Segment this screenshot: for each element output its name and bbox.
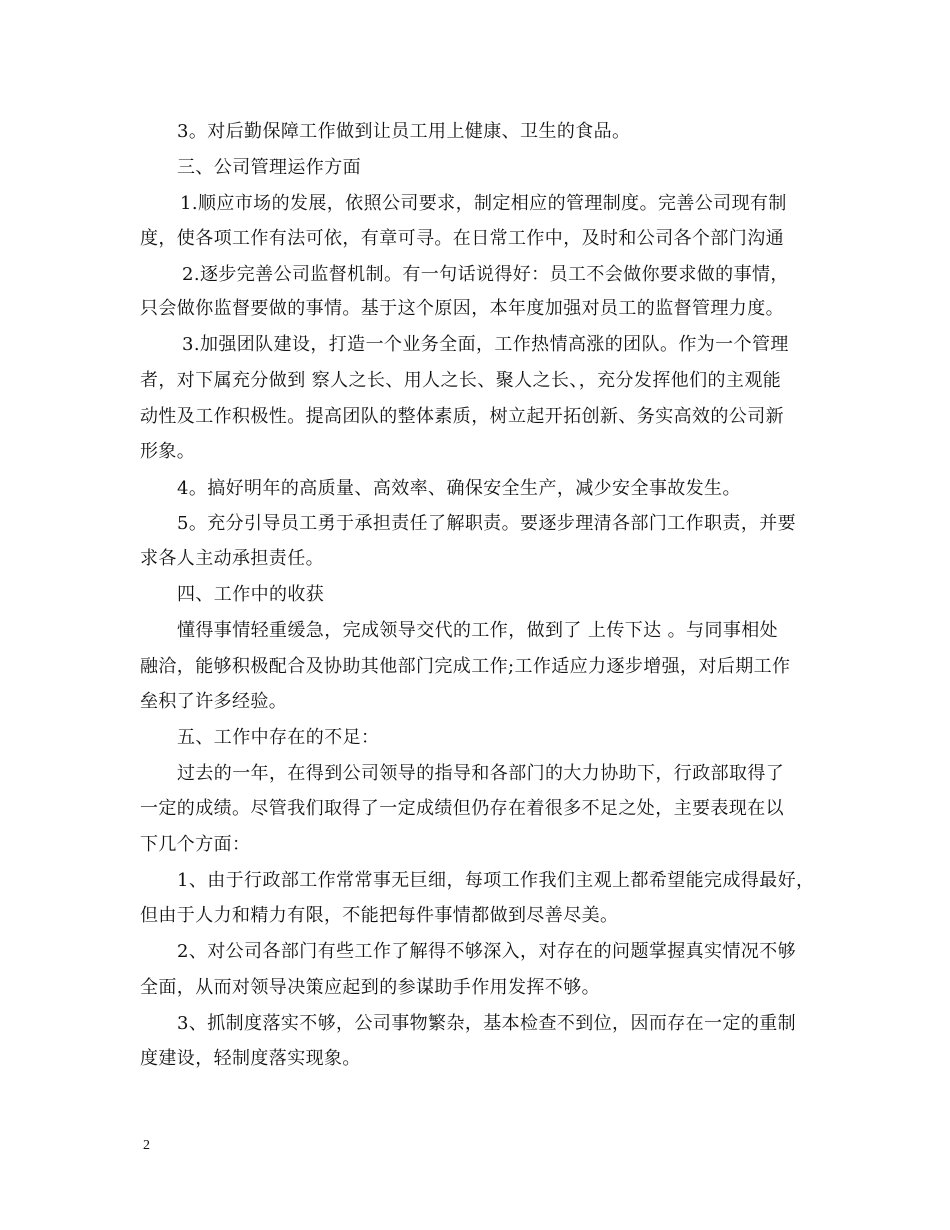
text-line: 融洽，能够积极配合及协助其他部门完成工作;工作适应力逐步增强，对后期工作 <box>140 656 791 677</box>
text-line: 但由于人力和精力有限，不能把每件事情都做到尽善尽美。 <box>140 905 619 926</box>
section-heading: 三、公司管理运作方面 <box>177 157 361 178</box>
text-line: 1、由于行政部工作常常事无巨细，每项工作我们主观上都希望能完成得最好， <box>177 870 815 891</box>
text-line: 2.逐步完善公司监督机制。有一句话说得好：员工不会做你要求做的事情， <box>182 264 789 285</box>
section-heading: 五、工作中存在的不足： <box>177 727 380 748</box>
text-line: 3.加强团队建设，打造一个业务全面，工作热情高涨的团队。作为一个管理 <box>182 334 789 355</box>
text-line: 2、对公司各部门有些工作了解得不够深入，对存在的问题掌握真实情况不够 <box>177 941 797 962</box>
text-line: 全面，从而对领导决策应起到的参谋助手作用发挥不够。 <box>140 977 600 998</box>
text-line: 3、抓制度落实不够，公司事物繁杂，基本检查不到位，因而存在一定的重制 <box>177 1013 797 1034</box>
text-line: 4。搞好明年的高质量、高效率、确保安全生产，减少安全事故发生。 <box>177 478 741 499</box>
page-number: 2 <box>143 1138 150 1153</box>
text-line: 过去的一年，在得到公司领导的指导和各部门的大力协助下，行政部取得了 <box>177 763 785 784</box>
text-line: 度，使各项工作有法可依，有章可寻。在日常工作中，及时和公司各个部门沟通 <box>140 228 784 249</box>
text-line: 求各人主动承担责任。 <box>140 548 324 569</box>
text-line: 形象。 <box>140 441 196 462</box>
section-heading: 四、工作中的收获 <box>177 584 325 605</box>
text-line: 度建设，轻制度落实现象。 <box>140 1048 361 1069</box>
text-line: 懂得事情轻重缓急，完成领导交代的工作，做到了 上传下达 。与同事相处 <box>177 620 779 641</box>
text-line: 者，对下属充分做到 察人之长、用人之长、聚人之长、，充分发挥他们的主观能 <box>140 370 782 391</box>
text-line: 1.顺应市场的发展，依照公司要求，制定相应的管理制度。完善公司现有制 <box>180 193 787 214</box>
text-line: 一定的成绩。尽管我们取得了一定成绩但仍存在着很多不足之处，主要表现在以 <box>140 798 784 819</box>
text-line: 只会做你监督要做的事情。基于这个原因，本年度加强对员工的监督管理力度。 <box>140 298 784 319</box>
text-line: 动性及工作积极性。提高团队的整体素质，树立起开拓创新、务实高效的公司新 <box>140 406 784 427</box>
text-line: 垒积了许多经验。 <box>140 691 288 712</box>
text-line: 3。对后勤保障工作做到让员工用上健康、卫生的食品。 <box>177 121 631 142</box>
text-line: 下几个方面： <box>140 834 251 855</box>
text-line: 5。充分引导员工勇于承担责任了解职责。要逐步理清各部门工作职责，并要 <box>177 513 797 534</box>
